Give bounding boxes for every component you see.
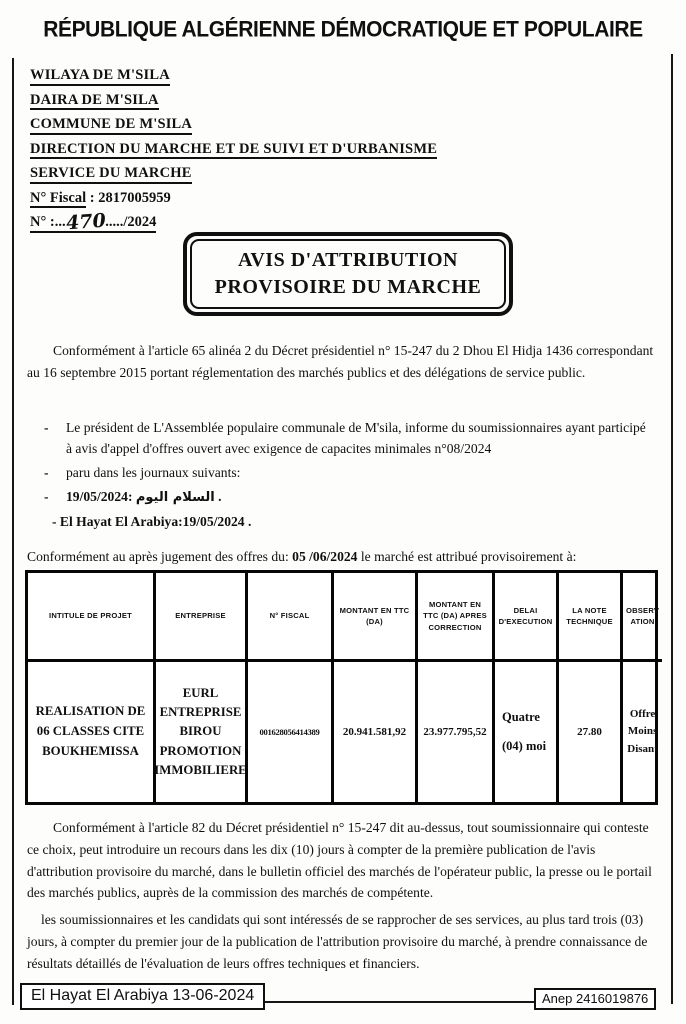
cell-amount-corrected: 23.977.795,52 [418, 662, 495, 802]
bullet-list [44, 417, 650, 534]
column-header-company: ENTREPRISE [156, 573, 248, 662]
award-table [25, 570, 658, 805]
column-header-amount: MONTANT EN TTC (DA) [334, 573, 418, 662]
cell-project-title: REALISATION DE 06 CLASSES CITE BOUKHEMISSA [28, 662, 156, 802]
footer-divider-rule [255, 1001, 545, 1003]
left-margin-rule [12, 58, 14, 1005]
doc-number-handwritten: 470 [64, 209, 107, 235]
bullet-journaux [44, 462, 650, 483]
legal-intro-paragraph: Conformément à l'article 65 alinéa 2 du Décret présidentiel n° 15-247 du 2 Dhou El Hidja 1436 correspondant au 16 septembre 2015 portant réglementation des marchés publics et des délégations de service public. [27, 343, 654, 380]
award-intro-suffix: le marché est attribué provisoirement à: [357, 549, 577, 564]
award-intro-prefix: Conformément au après jugement des offres du: [27, 549, 293, 564]
org-block [30, 68, 437, 239]
org-line-commune: COMMUNE DE M'SILA [30, 117, 192, 135]
column-header-delay: DELAI D'EXECUTION [495, 573, 559, 662]
bullet-dash: - [44, 465, 49, 481]
bullet-dash: - [44, 420, 49, 435]
cell-amount-ttc: 20.941.581,92 [334, 662, 418, 802]
fiscal-number-line [30, 191, 437, 206]
notice-title-inner-frame [190, 239, 506, 309]
cell-observation: Offre Moins Disant [627, 707, 658, 755]
bullet-president [44, 417, 650, 459]
bullet-elhayat: - El Hayat El Arabiya:19/05/2024 . [52, 514, 252, 530]
column-header-technical-note: LA NOTE TECHNIQUE [559, 573, 623, 662]
org-line-service: SERVICE DU MARCHE [30, 166, 192, 184]
notice-title-line2: PROVISOIRE DU MARCHE [214, 276, 482, 298]
column-header-fiscal: N° FISCAL [248, 573, 334, 662]
document-number-line [30, 211, 156, 233]
column-header-project: INTITULE DE PROJET [28, 573, 156, 662]
cell-execution-delay: Quatre (04) moi [495, 662, 559, 802]
org-line-daira: DAIRA DE M'SILA [30, 93, 159, 111]
doc-number-dots-left: ... [54, 214, 66, 230]
anep-reference-box: Anep 2416019876 [534, 988, 656, 1010]
publication-stamp-box: El Hayat El Arabiya 13-06-2024 [20, 983, 265, 1010]
bullet-journaux-text: paru dans les journaux suivants: [66, 465, 241, 481]
bullet-essalam [44, 486, 650, 508]
fiscal-label: N° Fiscal [30, 189, 87, 206]
doc-number-dots-right: ..... [105, 214, 124, 230]
fiscal-separator: : [86, 189, 99, 206]
essalam-arabic-name: السلام اليوم [135, 490, 215, 506]
bullet-dash: - [44, 489, 49, 505]
org-line-direction: DIRECTION DU MARCHE ET DE SUIVI ET D'URBANISME [30, 142, 437, 160]
doc-number-prefix: N° : [30, 214, 55, 230]
candidates-info-paragraph: les soumissionnaires et les candidats qui sont intéressés de se rapprocher de ses services, au plus tard trois (03) jours, à compter du premier jour de la publication de l'attribution provisoire du marché, à prendre connaissance de résultats détaillés de l'évaluation de leurs offres techniques et financiers. [27, 912, 648, 971]
bullet-president-text: Le président de L'Assemblée populaire communale de M'sila, informe du soumissionnaires ayant participé à avis d'appel d'offres ouvert avec exigence de capacites minimales n°08/2024 [66, 420, 646, 457]
award-judgment-date: 05 /06/2024 [292, 549, 358, 564]
award-intro-line [27, 549, 667, 565]
cell-company-name: EURL ENTREPRISE BIROU PROMOTION IMMOBILIERE [156, 662, 248, 802]
right-margin-rule [671, 54, 673, 1004]
essalam-date: :19/05/2024 . [66, 489, 222, 505]
org-line-wilaya: WILAYA DE M'SILA [30, 68, 170, 86]
cell-fiscal-number: 001628056414389 [248, 662, 334, 802]
doc-number-suffix: /2024 [123, 214, 157, 230]
recourse-paragraph: Conformément à l'article 82 du Décret présidentiel n° 15-247 dit au-dessus, tout soumissionnaire qui conteste ce choix, peut introduire un recours dans les dix (10) jours à compter de la première publication de l'avis d'attribution provisoire du marché, dans le bulletin officiel des marchés de l'opérateur public, la presse ou le portail des marchés publics, auprès de la commission des marchés de compétente. [27, 820, 652, 901]
notice-title-box [183, 232, 513, 316]
cell-technical-note: 27.80 [559, 662, 623, 802]
column-header-amount-corrected: MONTANT EN TTC (DA) APRES CORRECTION [418, 573, 495, 662]
national-title: RÉPUBLIQUE ALGÉRIENNE DÉMOCRATIQUE ET POPULAIRE [43, 17, 643, 42]
fiscal-value: 2817005959 [98, 189, 171, 206]
notice-title-line1: AVIS D'ATTRIBUTION [238, 249, 458, 271]
column-header-observation: OBSERV ATION [623, 573, 662, 662]
